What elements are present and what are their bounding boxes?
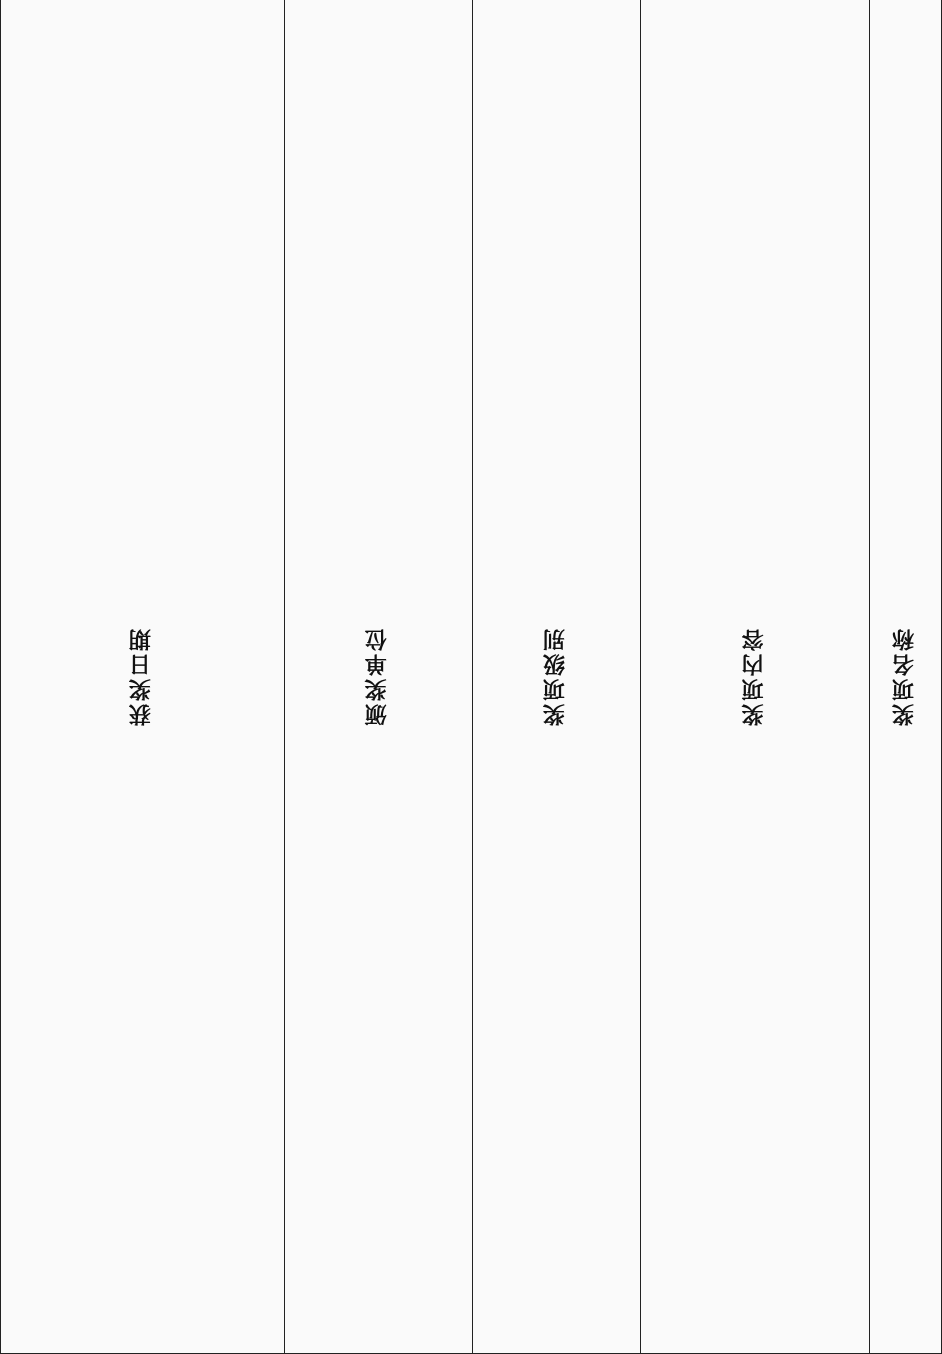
header-level-cell bbox=[472, 0, 641, 1354]
header-date: 获奖日期 bbox=[129, 626, 155, 726]
header-org-cell bbox=[284, 0, 472, 1354]
header-content: 奖项内容 bbox=[742, 626, 768, 726]
header-org: 颁奖单位 bbox=[365, 626, 391, 726]
header-date-cell bbox=[1, 0, 285, 1354]
header-level: 奖项级别 bbox=[543, 626, 569, 726]
header-name-cell bbox=[870, 0, 942, 1354]
header-name: 奖项名称 bbox=[892, 626, 918, 726]
header-content-cell bbox=[641, 0, 870, 1354]
